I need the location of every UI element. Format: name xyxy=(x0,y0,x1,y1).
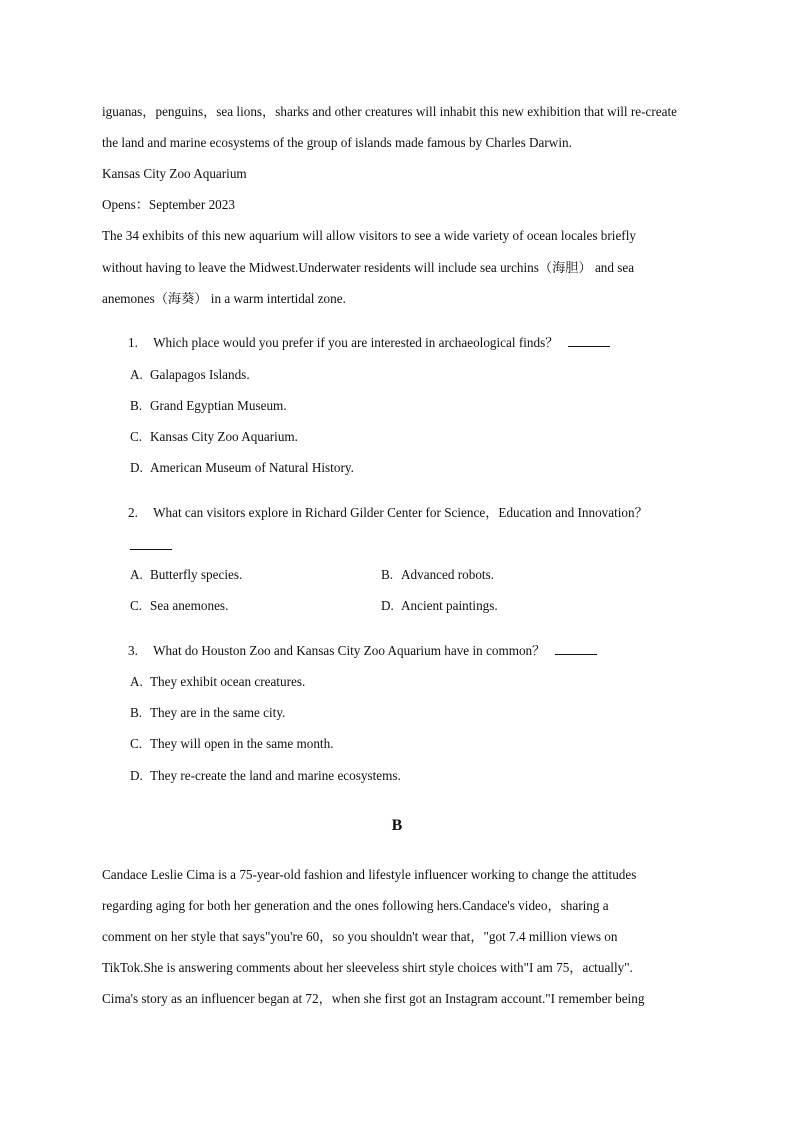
question-2 xyxy=(128,504,708,522)
passage-a-line: The 34 exhibits of this new aquarium will allow visitors to see a wide variety of ocean locales briefly xyxy=(102,228,636,243)
section-heading: B xyxy=(391,817,403,834)
passage-a-line: without having to leave the Midwest.Underwater residents will include sea urchins（海胆） and sea xyxy=(102,260,635,275)
option-b[interactable]: B. Advanced robots. xyxy=(381,567,495,582)
option-d[interactable]: D. Ancient paintings. xyxy=(381,598,498,613)
passage-b-line: TikTok.She is answering comments about her sleeveless shirt style choices with"I am 75，actually". xyxy=(102,960,633,975)
answer-blank[interactable] xyxy=(130,537,172,550)
passage-b-line: Cima's story as an influencer began at 72，when she first got an Instagram account."I remember being xyxy=(102,991,645,1006)
answer-blank[interactable] xyxy=(555,642,597,655)
question-3 xyxy=(128,642,708,660)
option-b[interactable]: B. They are in the same city. xyxy=(130,705,286,720)
option-d[interactable]: D. They re-create the land and marine ecosystems. xyxy=(130,768,401,783)
question-number: 3. xyxy=(128,643,138,658)
passage-a-line: Kansas City Zoo Aquarium xyxy=(102,166,247,181)
question-number: 2. xyxy=(128,505,138,520)
option-a[interactable]: A. They exhibit ocean creatures. xyxy=(130,674,306,689)
passage-a-line: iguanas，penguins，sea lions，sharks and other creatures will inhabit this new exhibition that will re-create xyxy=(102,104,677,119)
answer-blank[interactable] xyxy=(568,334,610,347)
option-c[interactable]: C. Kansas City Zoo Aquarium. xyxy=(130,429,298,444)
option-a[interactable]: A. Butterfly species. xyxy=(130,567,243,582)
passage-a-line: Opens：September 2023 xyxy=(102,197,235,212)
question-text: What can visitors explore in Richard Gilder Center for Science，Education and Innovation？ xyxy=(153,505,648,520)
passage-b-line: Candace Leslie Cima is a 75-year-old fashion and lifestyle influencer working to change the attitudes xyxy=(102,867,637,882)
passage-b-line: regarding aging for both her generation and the ones following hers.Candace's video，sharing a xyxy=(102,898,609,913)
passage-a-line: the land and marine ecosystems of the group of islands made famous by Charles Darwin. xyxy=(102,135,572,150)
question-text: What do Houston Zoo and Kansas City Zoo Aquarium have in common？ xyxy=(153,643,546,658)
option-c[interactable]: C. Sea anemones. xyxy=(130,598,229,613)
option-a[interactable]: A. Galapagos Islands. xyxy=(130,367,250,382)
passage-a-line: anemones（海葵） in a warm intertidal zone. xyxy=(102,291,346,306)
question-text: Which place would you prefer if you are interested in archaeological finds？ xyxy=(153,335,559,350)
question-1 xyxy=(128,334,708,352)
passage-b-line: comment on her style that says"you're 60，so you shouldn't wear that，"got 7.4 million views on xyxy=(102,929,618,944)
option-c[interactable]: C. They will open in the same month. xyxy=(130,736,334,751)
option-b[interactable]: B. Grand Egyptian Museum. xyxy=(130,398,287,413)
question-number: 1. xyxy=(128,335,138,350)
option-d[interactable]: D. American Museum of Natural History. xyxy=(130,460,354,475)
